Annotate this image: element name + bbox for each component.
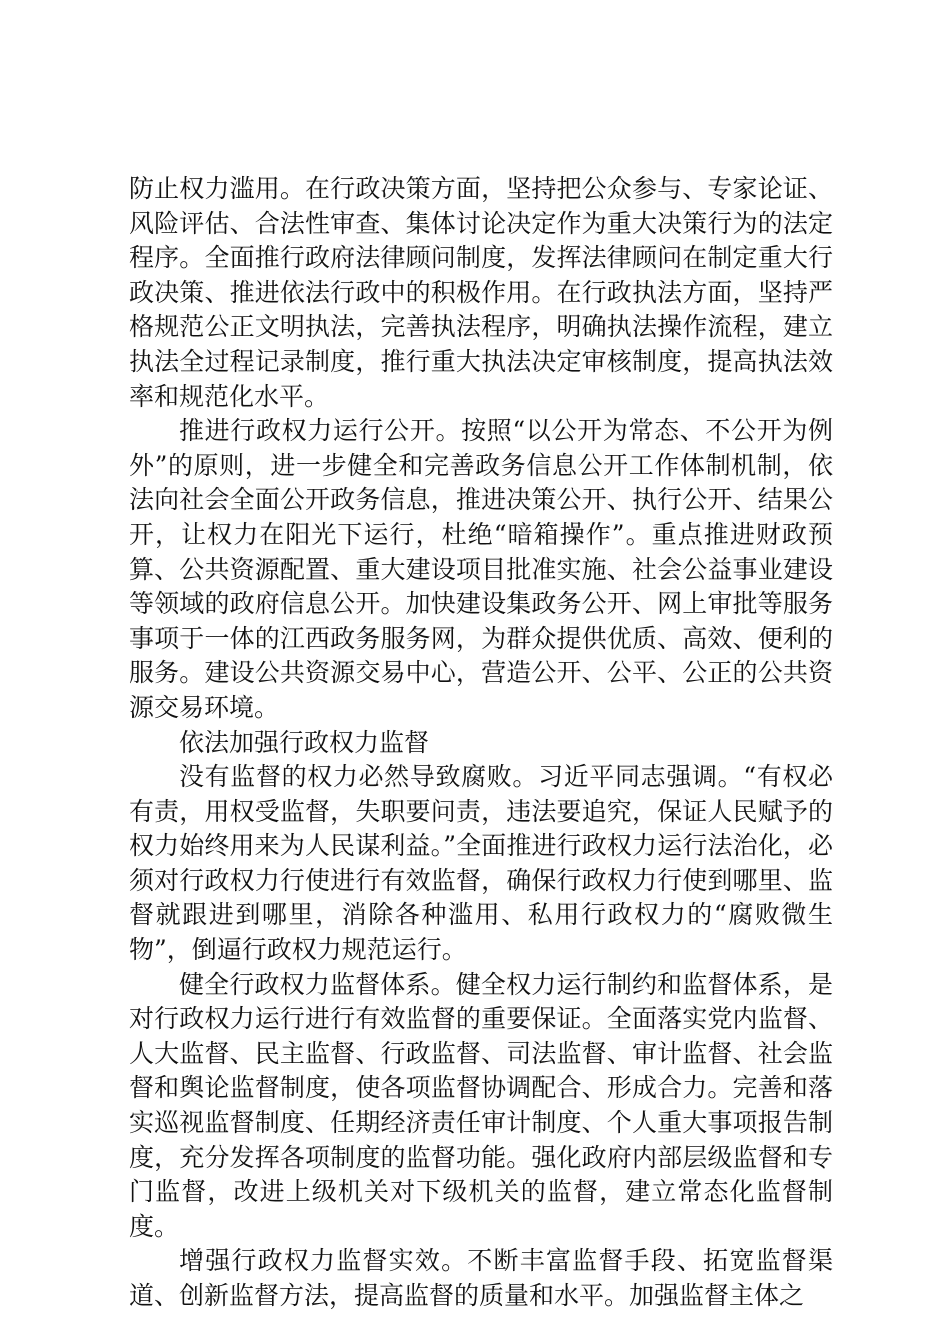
section-heading-power-supervision: 依法加强行政权力监督 xyxy=(179,727,430,757)
paragraph-supervision-effectiveness: 增强行政权力监督实效。不断丰富监督手段、拓宽监督渠道、创新监督方法，提高监督的质量和水平。加强监督主体之 xyxy=(129,1246,833,1310)
paragraph-supervision-system: 健全行政权力监督体系。健全权力运行制约和监督体系，是对行政权力运行进行有效监督的重要保证。全面落实党内监督、人大监督、民主监督、行政监督、司法监督、审计监督、社会监督和舆论监督制度，使各项监督协调配合、形成合力。完善和落实巡视监督制度、任期经济责任审计制度、个人重大事项报告制度，充分发挥各项制度的监督功能。强化政府内部层级监督和专门监督，改进上级机关对下级机关的监督，建立常态化监督制度。 xyxy=(129,969,833,1241)
document-page xyxy=(129,172,833,1314)
paragraph-decision-and-enforcement: 防止权力滥用。在行政决策方面，坚持把公众参与、专家论证、风险评估、合法性审查、集体讨论决定作为重大决策行为的法定程序。全面推行政府法律顾问制度，发挥法律顾问在制定重大行政决策、推进依法行政中的积极作用。在行政执法方面，坚持严格规范公正文明执法，完善执法程序，明确执法操作流程，建立执法全过程记录制度，推行重大执法决定审核制度，提高执法效率和规范化水平。 xyxy=(129,174,833,411)
paragraph-supervision-intro: 没有监督的权力必然导致腐败。习近平同志强调。“有权必有责，用权受监督，失职要问责，违法要追究，保证人民赋予的权力始终用来为人民谋利益。”全面推进行政权力运行法治化，必须对行政权力行使进行有效监督，确保行政权力行使到哪里、监督就跟进到哪里，消除各种滥用、私用行政权力的“腐败微生物”，倒逼行政权力规范运行。 xyxy=(129,762,833,965)
paragraph-power-transparency: 推进行政权力运行公开。按照“以公开为常态、不公开为例外”的原则，进一步健全和完善政务信息公开工作体制机制，依法向社会全面公开政务信息，推进决策公开、执行公开、结果公开，让权力在阳光下运行，杜绝“暗箱操作”。重点推进财政预算、公共资源配置、重大建设项目批准实施、社会公益事业建设等领域的政府信息公开。加快建设集政务公开、网上审批等服务事项于一体的江西政务服务网，为群众提供优质、高效、便利的服务。建设公共资源交易中心，营造公开、公平、公正的公共资源交易环境。 xyxy=(129,416,833,722)
